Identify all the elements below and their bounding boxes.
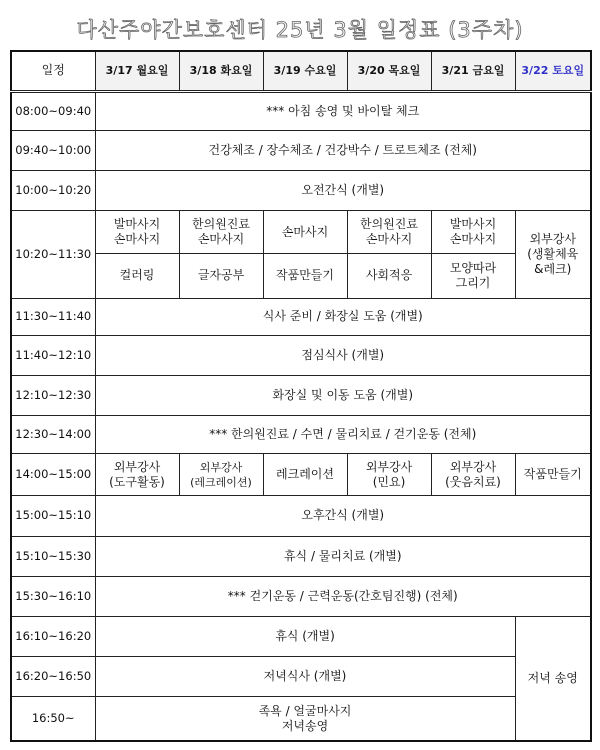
activity-cell: 외부강사 (민요) xyxy=(347,454,431,496)
activity-cell: 외부강사 (웃음치료) xyxy=(431,454,515,496)
table-row xyxy=(11,130,591,170)
table-row xyxy=(11,91,591,130)
activity-cell-saturday: 저녁 송영 xyxy=(515,616,591,741)
activity-cell: 휴식 / 물리치료 (개별) xyxy=(95,536,591,576)
activity-cell: *** 아침 송영 및 바이탈 체크 xyxy=(95,91,591,130)
time-cell: 11:40~12:10 xyxy=(11,335,95,375)
table-row xyxy=(11,298,591,335)
time-cell: 15:30~16:10 xyxy=(11,576,95,616)
header-row xyxy=(11,51,591,91)
table-row xyxy=(11,616,591,656)
time-cell: 10:20~11:30 xyxy=(11,211,95,298)
time-cell: 10:00~10:20 xyxy=(11,171,95,211)
header-day-sat: 3/22 토요일 xyxy=(515,51,591,91)
time-cell: 15:10~15:30 xyxy=(11,536,95,576)
time-cell: 12:10~12:30 xyxy=(11,375,95,415)
table-row xyxy=(11,211,591,254)
activity-cell: 화장실 및 이동 도움 (개별) xyxy=(95,375,591,415)
header-day-mon: 3/17 월요일 xyxy=(95,51,179,91)
table-row xyxy=(11,171,591,211)
activity-cell: 저녁식사 (개별) xyxy=(95,657,515,697)
activity-cell: 사회적응 xyxy=(347,254,431,298)
header-day-fri: 3/21 금요일 xyxy=(431,51,515,91)
header-date-label: 일정 xyxy=(11,51,95,91)
activity-cell-saturday: 작품만들기 xyxy=(515,454,591,496)
activity-cell: 식사 준비 / 화장실 도움 (개별) xyxy=(95,298,591,335)
activity-cell: 모양따라 그리기 xyxy=(431,254,515,298)
activity-cell-saturday: 외부강사 (생활체육 &레크) xyxy=(515,211,591,298)
header-day-wed: 3/19 수요일 xyxy=(263,51,347,91)
activity-cell: 외부강사 (레크레이션) xyxy=(179,454,263,496)
time-cell: 15:00~15:10 xyxy=(11,496,95,536)
table-row xyxy=(11,416,591,454)
activity-cell: 건강체조 / 장수체조 / 건강박수 / 트로트체조 (전체) xyxy=(95,130,591,170)
table-row xyxy=(11,697,591,741)
page-title: 다산주야간보호센터 25년 3월 일정표 (3주차) xyxy=(76,18,524,42)
activity-cell: 외부강사 (도구활동) xyxy=(95,454,179,496)
table-row xyxy=(11,454,591,496)
activity-cell: 레크레이션 xyxy=(263,454,347,496)
time-cell: 16:50~ xyxy=(11,697,95,741)
activity-cell: 발마사지 손마사지 xyxy=(95,211,179,254)
activity-cell: 휴식 (개별) xyxy=(95,616,515,656)
table-row xyxy=(11,375,591,415)
activity-cell: 컬러링 xyxy=(95,254,179,298)
activity-cell: 작품만들기 xyxy=(263,254,347,298)
time-cell: 09:40~10:00 xyxy=(11,130,95,170)
activity-cell: 한의원진료 손마사지 xyxy=(179,211,263,254)
schedule-table xyxy=(10,50,592,742)
time-cell: 11:30~11:40 xyxy=(11,298,95,335)
activity-cell: 오후간식 (개별) xyxy=(95,496,591,536)
activity-cell: *** 한의원진료 / 수면 / 물리치료 / 걷기운동 (전체) xyxy=(95,416,591,454)
table-row xyxy=(11,536,591,576)
table-row xyxy=(11,657,591,697)
time-cell: 14:00~15:00 xyxy=(11,454,95,496)
table-row xyxy=(11,496,591,536)
time-cell: 08:00~09:40 xyxy=(11,91,95,130)
activity-cell: *** 걷기운동 / 근력운동(간호팀진행) (전체) xyxy=(95,576,591,616)
header-day-tue: 3/18 화요일 xyxy=(179,51,263,91)
activity-cell: 점심식사 (개별) xyxy=(95,335,591,375)
activity-cell: 족욕 / 얼굴마사지 저녁송영 xyxy=(95,697,515,741)
time-cell: 16:20~16:50 xyxy=(11,657,95,697)
activity-cell: 오전간식 (개별) xyxy=(95,171,591,211)
activity-cell: 손마사지 xyxy=(263,211,347,254)
activity-cell: 글자공부 xyxy=(179,254,263,298)
table-row xyxy=(11,335,591,375)
table-row xyxy=(11,254,591,298)
table-row xyxy=(11,576,591,616)
activity-cell: 발마사지 손마사지 xyxy=(431,211,515,254)
time-cell: 16:10~16:20 xyxy=(11,616,95,656)
header-day-thu: 3/20 목요일 xyxy=(347,51,431,91)
activity-cell: 한의원진료 손마사지 xyxy=(347,211,431,254)
time-cell: 12:30~14:00 xyxy=(11,416,95,454)
